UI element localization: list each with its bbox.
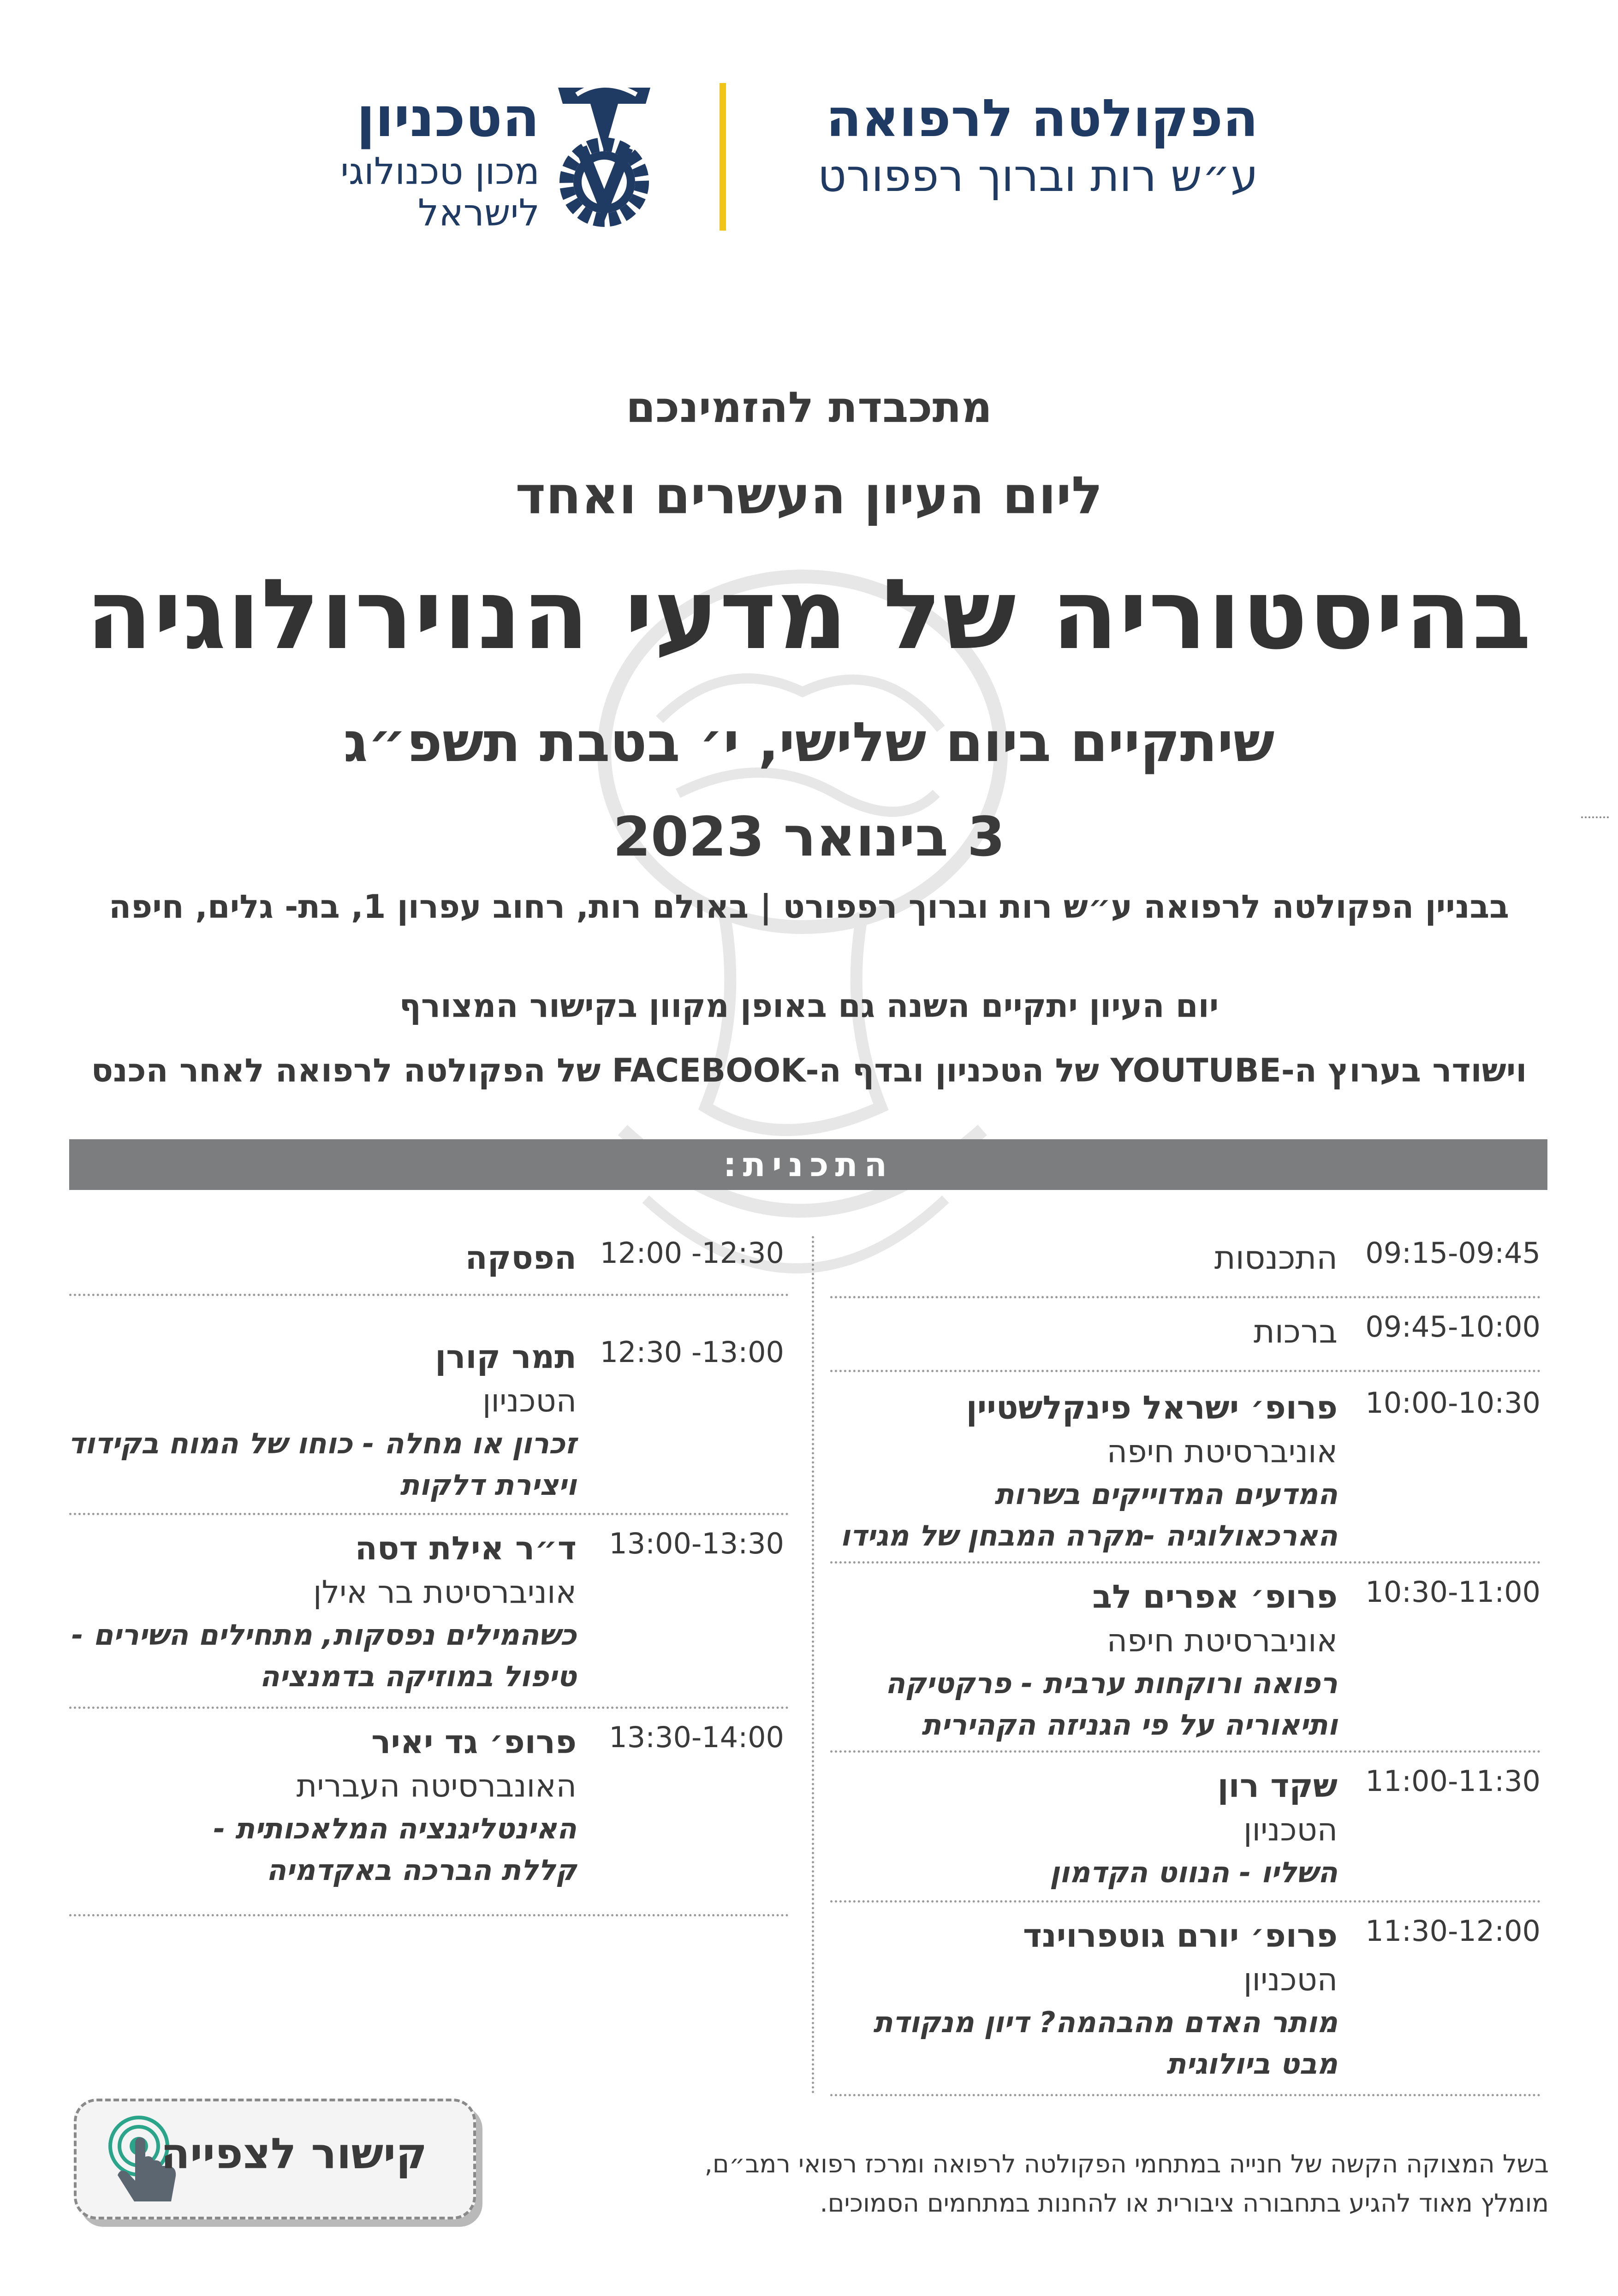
parking-note-line-2: מומלץ מאוד להגיע בתחבורה ציבורית או להחנות במתחמים הסמוכים. [820,2189,1549,2218]
session-time: 09:15-09:45 [1365,1236,1541,1270]
speaker-name: פרופ׳ ישראל פינקלשטיין [966,1389,1338,1427]
talk-title-line-2: ויצירת דלקות [400,1468,577,1502]
session-title: הפסקה [465,1239,577,1277]
faculty-logo-block [817,88,1258,203]
row-separator [830,1750,1541,1753]
watch-link-button[interactable] [74,2099,476,2219]
row-separator [69,1914,789,1916]
session-title: ברכות [1253,1313,1338,1350]
talk-title-line-1: כשהמילים נפסקות, מתחילים השירים - [71,1618,577,1652]
row-separator [830,1370,1541,1372]
row-separator [69,1513,789,1515]
speaker-name: ד״ר אילת דסה [355,1529,577,1567]
row-separator [830,1296,1541,1298]
session-time: 13:00-13:30 [609,1527,784,1560]
speaker-name: פרופ׳ יורם גוטפרוינד [1023,1917,1338,1955]
talk-title-line-1: רפואה ורוקחות ערבית - פרקטיקה [885,1666,1338,1700]
watch-link-label[interactable]: קישור לצפייה [161,2129,427,2178]
speaker-affiliation: הטכניון [1243,1812,1338,1848]
talk-title-line-1: המדעים המדוייקים בשרות [994,1477,1338,1511]
technion-name: הטכניון [356,85,540,149]
speaker-affiliation: האונברסיטה העברית [296,1768,577,1804]
session-time: 11:00-11:30 [1365,1764,1541,1798]
talk-title-line-1: השליו - הנווט הקדמון [1049,1856,1338,1889]
speaker-affiliation: אוניברסיטת חיפה [1106,1623,1338,1659]
session-time: 11:30-12:00 [1365,1914,1541,1948]
speaker-affiliation: הטכניון [1243,1962,1338,1998]
session-time: 13:30-14:00 [609,1720,784,1754]
main-title: בהיסטוריה של מדעי הנוירולוגיה [86,558,1532,671]
technion-logo-block [337,78,660,235]
date-hebrew: שיתקיים ביום שלישי, י׳ בטבת תשפ״ג [343,710,1275,774]
talk-title-line-2: ותיאוריה על פי הגניזה הקהירית [922,1708,1338,1742]
talk-title-line-1: מותר האדם מהבהמה? דיון מנקודת [873,2005,1338,2039]
session-time: 10:30-11:00 [1365,1575,1541,1609]
program-header-bar [69,1139,1547,1190]
row-separator [830,2094,1541,2096]
session-title: התכנסות [1214,1239,1338,1277]
row-separator [830,1900,1541,1903]
invite-line: מתכבדת להזמינכם [626,383,992,432]
venue-line: בבניין הפקולטה לרפואה ע״ש רות וברוך רפפורט | באולם רות, רחוב עפרון 1, בת- גלים, חיפה [109,888,1509,926]
online-line-2: וישודר בערוץ ה-YOUTUBE של הטכניון ובדף ה-FACEBOOK של הפקולטה לרפואה לאחר הכנס [91,1052,1527,1089]
talk-title-line-1: האינטליגנציה המלאכותית - [213,1812,577,1845]
talk-title-line-1: זכרון או מחלה - כוחו של המוח בקידוד [68,1427,577,1460]
row-separator [69,1707,789,1709]
session-time: 09:45-10:00 [1365,1310,1541,1344]
parking-note-line-1: בשל המצוקה הקשה של חנייה במתחמי הפקולטה לרפואה ומרכז רפואי רמב״ם, [704,2149,1549,2178]
speaker-name: פרופ׳ אפרים לב [1092,1578,1338,1616]
talk-title-line-2: קללת הברכה באקדמיה [266,1853,577,1887]
faculty-subtitle: ע״ש רות וברוך רפפורט [817,150,1258,202]
speaker-name: שקד רון [1217,1767,1338,1805]
edge-dots [1581,816,1609,818]
talk-title-line-2: טיפול במוזיקה בדמנציה [260,1660,577,1693]
speaker-affiliation: הטכניון [482,1383,577,1419]
session-time: 12:30 -13:00 [600,1335,784,1369]
talk-title-line-2: מבט ביולוגית [1166,2047,1338,2081]
online-line-1: יום העיון יתקיים השנה גם באופן מקוון בקישור המצורף [399,987,1219,1025]
technion-subtitle-1: מכון טכנולוגי [340,150,540,193]
program-label: התכנית: [723,1145,894,1184]
speaker-name: תמר קורן [435,1338,577,1376]
day-title: ליום העיון העשרים ואחד [515,466,1103,526]
header-divider [720,83,726,231]
brain-sketch-watermark [484,553,1107,1338]
date-gregorian: 3 בינואר 2023 [613,805,1005,868]
speaker-affiliation: אוניברסיטת בר אילן [313,1574,577,1611]
speaker-affiliation: אוניברסיטת חיפה [1106,1434,1338,1470]
session-time: 10:00-10:30 [1365,1386,1541,1420]
technion-emblem-icon [549,78,660,231]
faculty-title: הפקולטה לרפואה [826,89,1258,149]
speaker-name: פרופ׳ גד יאיר [371,1723,577,1761]
row-separator [69,1294,789,1296]
session-time: 12:00 -12:30 [600,1236,784,1270]
column-divider [812,1236,814,2094]
row-separator [830,1561,1541,1564]
technion-subtitle-2: לישראל [417,191,540,234]
talk-title-line-2: הארכאולוגיה -מקרה המבחן של מגידו [840,1519,1338,1552]
